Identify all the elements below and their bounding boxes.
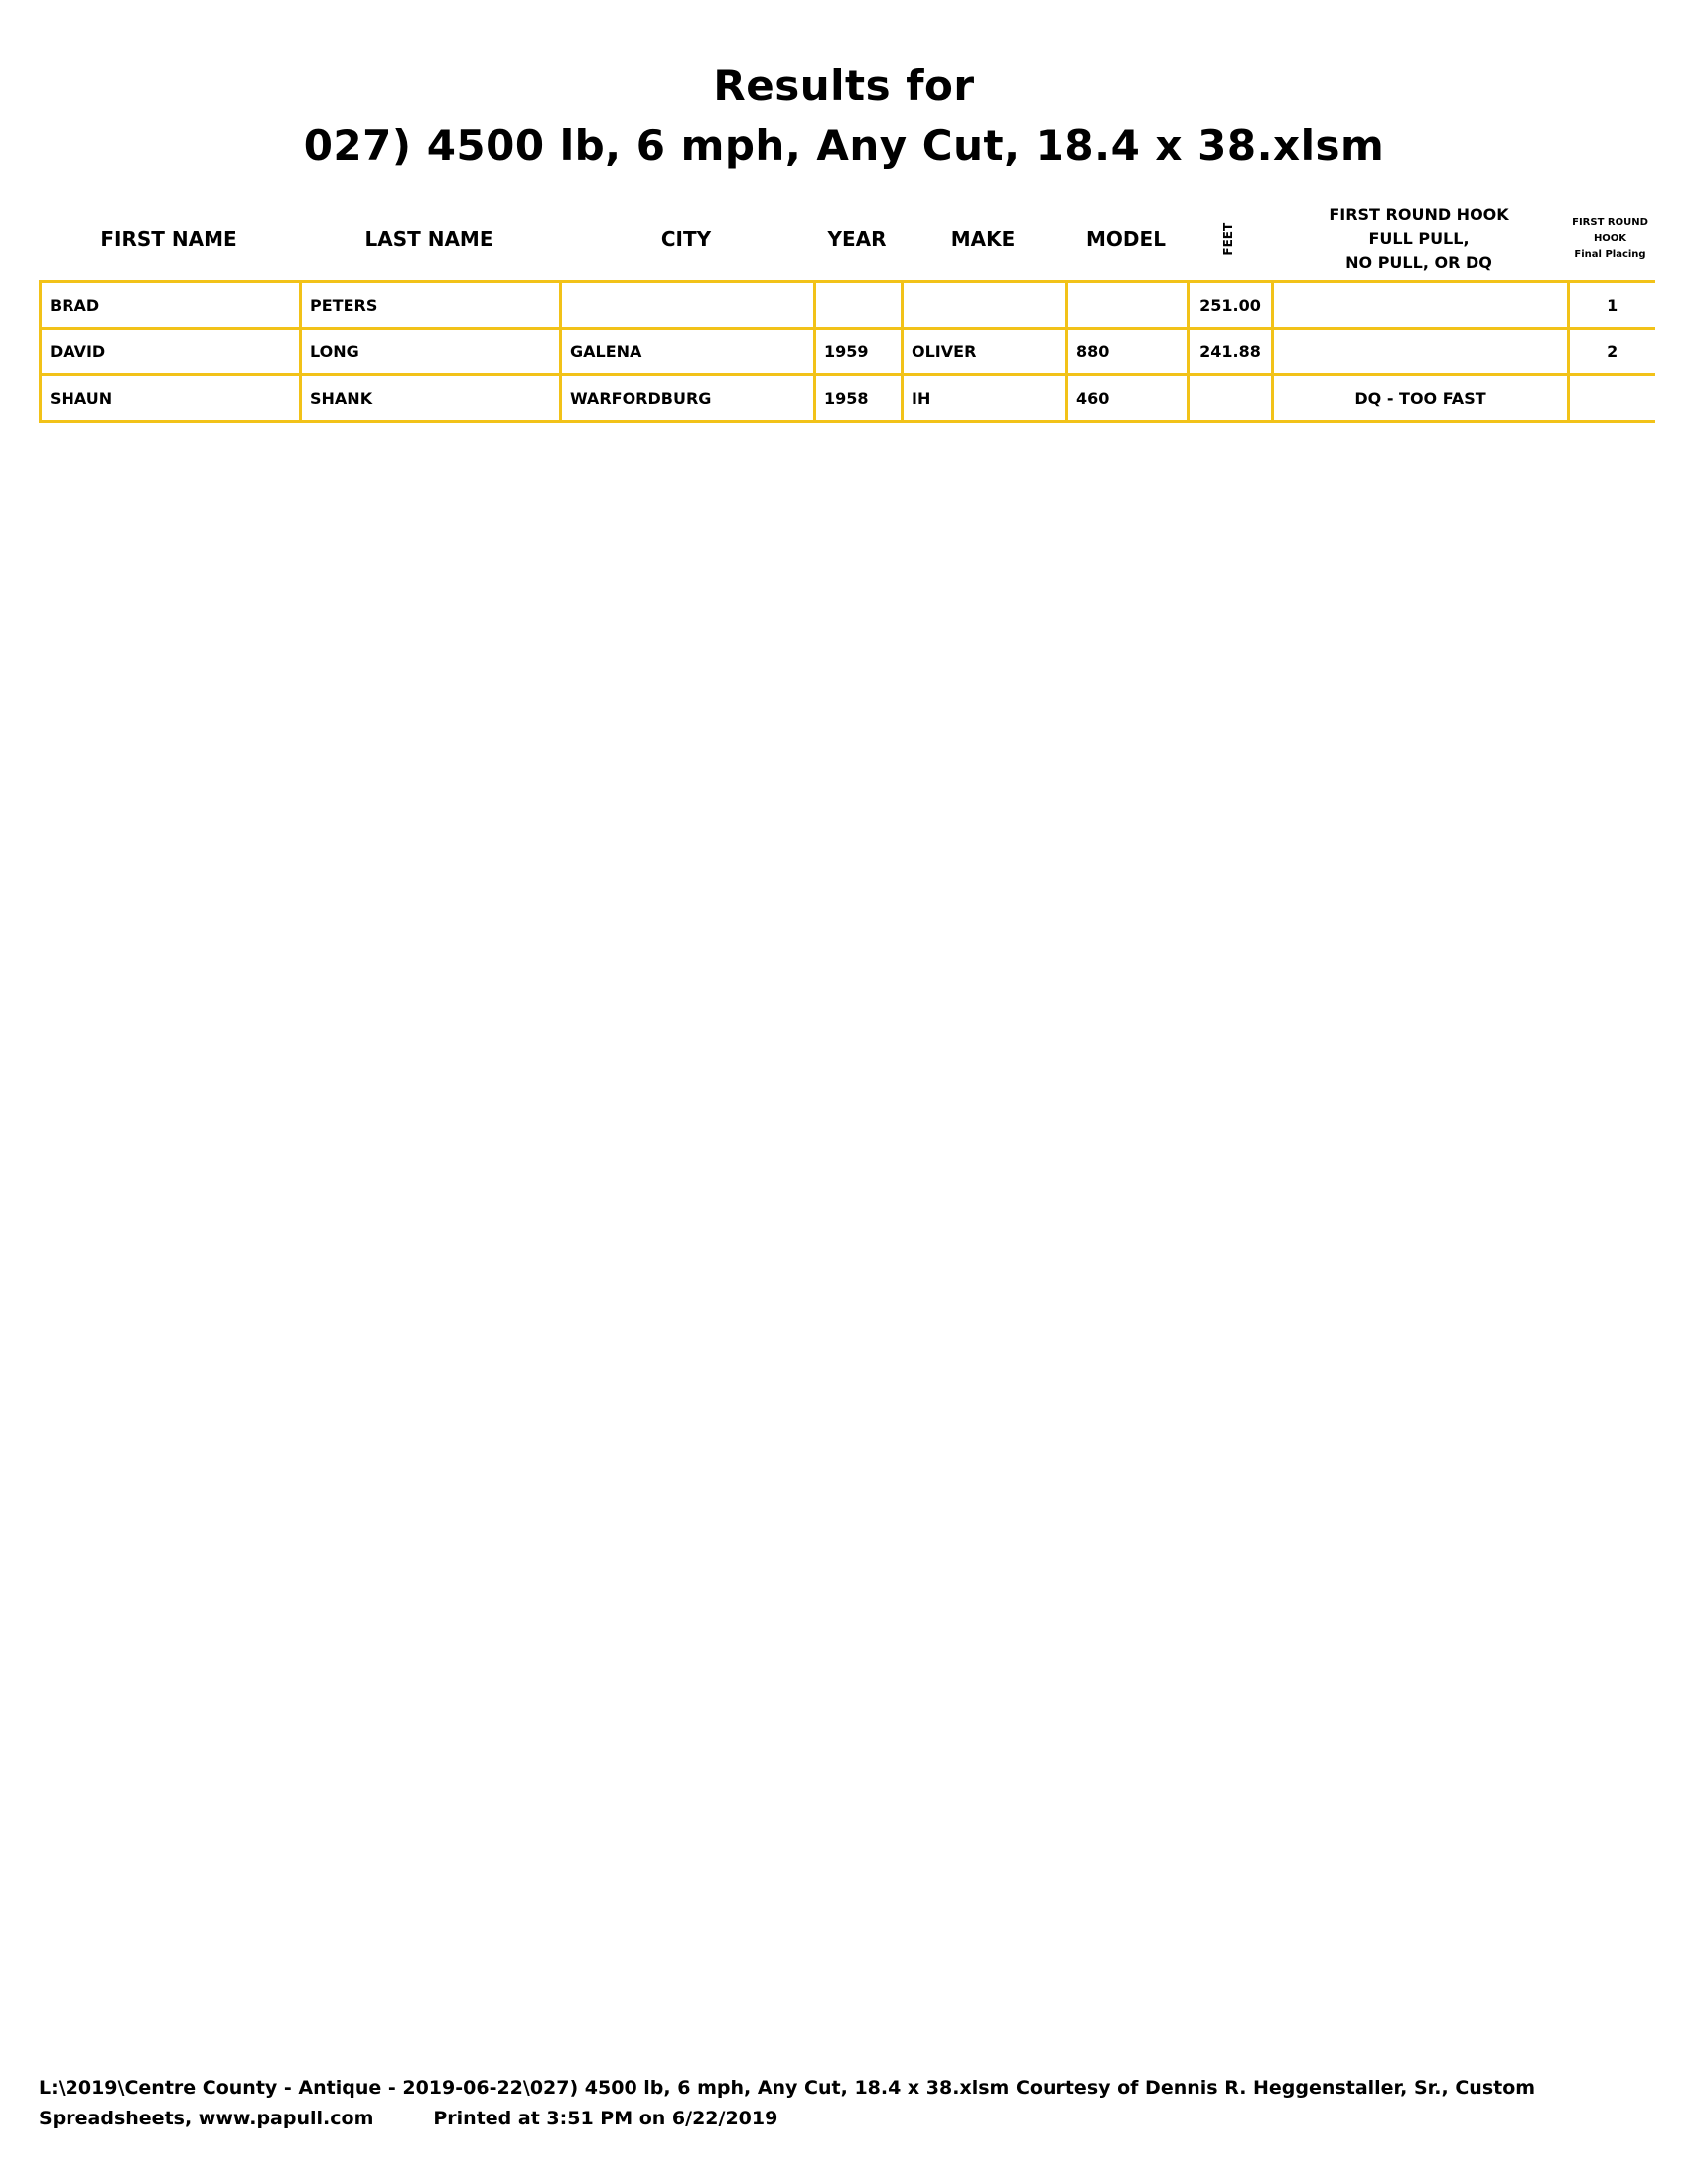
cell-first-name: BRAD [41, 282, 301, 329]
footer-file-path: L:\2019\Centre County - Antique - 2019-06-22\027) 4500 lb, 6 mph, Any Cut, 18.4 x 38.xlsm Courtesy of Dennis R. Heggenstaller, Sr., Custom [39, 2077, 1536, 2099]
footer-printed-time: Printed at 3:51 PM on 6/22/2019 [433, 2108, 778, 2129]
page-footer [39, 2073, 1647, 2134]
cell-status [1273, 329, 1569, 375]
header-placing-line3: Final Placing [1574, 249, 1646, 260]
table-row [41, 329, 1655, 375]
header-model: MODEL [1086, 227, 1166, 251]
cell-last-name: PETERS [301, 282, 561, 329]
header-year: YEAR [827, 227, 887, 251]
cell-feet: 251.00 [1189, 282, 1273, 329]
cell-feet [1189, 375, 1273, 422]
table-row [41, 282, 1655, 329]
header-placing-line2: HOOK [1593, 233, 1627, 244]
cell-city [561, 282, 815, 329]
header-last-name: LAST NAME [364, 227, 493, 251]
header-feet [1187, 204, 1271, 275]
cell-status: DQ - TOO FAST [1273, 375, 1569, 422]
header-placing-line1: FIRST ROUND [1572, 217, 1648, 228]
header-first-name: FIRST NAME [100, 227, 237, 251]
header-hook-line3: NO PULL, OR DQ [1345, 253, 1492, 272]
cell-model [1067, 282, 1189, 329]
header-final-placing [1567, 204, 1653, 275]
cell-status [1273, 282, 1569, 329]
cell-placing [1569, 375, 1655, 422]
cell-year [815, 282, 903, 329]
header-hook-line2: FULL PULL, [1368, 229, 1470, 248]
table-row [41, 375, 1655, 422]
results-table [39, 280, 1655, 423]
header-first-round-hook [1271, 204, 1567, 275]
cell-last-name: SHANK [301, 375, 561, 422]
cell-last-name: LONG [301, 329, 561, 375]
cell-make [903, 282, 1067, 329]
cell-make: IH [903, 375, 1067, 422]
cell-model: 460 [1067, 375, 1189, 422]
header-city: CITY [660, 227, 712, 251]
header-feet-label: FEET [1221, 222, 1236, 256]
report-title: Results for [713, 62, 975, 110]
cell-first-name: SHAUN [41, 375, 301, 422]
cell-first-name: DAVID [41, 329, 301, 375]
cell-placing: 1 [1569, 282, 1655, 329]
cell-year: 1958 [815, 375, 903, 422]
cell-feet: 241.88 [1189, 329, 1273, 375]
header-hook-line1: FIRST ROUND HOOK [1329, 205, 1509, 224]
header-make: MAKE [950, 227, 1016, 251]
cell-make: OLIVER [903, 329, 1067, 375]
cell-model: 880 [1067, 329, 1189, 375]
footer-second-line [39, 2104, 1647, 2134]
cell-year: 1959 [815, 329, 903, 375]
cell-placing: 2 [1569, 329, 1655, 375]
footer-website: Spreadsheets, www.papull.com [39, 2108, 374, 2129]
cell-city: GALENA [561, 329, 815, 375]
report-subtitle: 027) 4500 lb, 6 mph, Any Cut, 18.4 x 38.xlsm [303, 121, 1385, 170]
cell-city: WARFORDBURG [561, 375, 815, 422]
